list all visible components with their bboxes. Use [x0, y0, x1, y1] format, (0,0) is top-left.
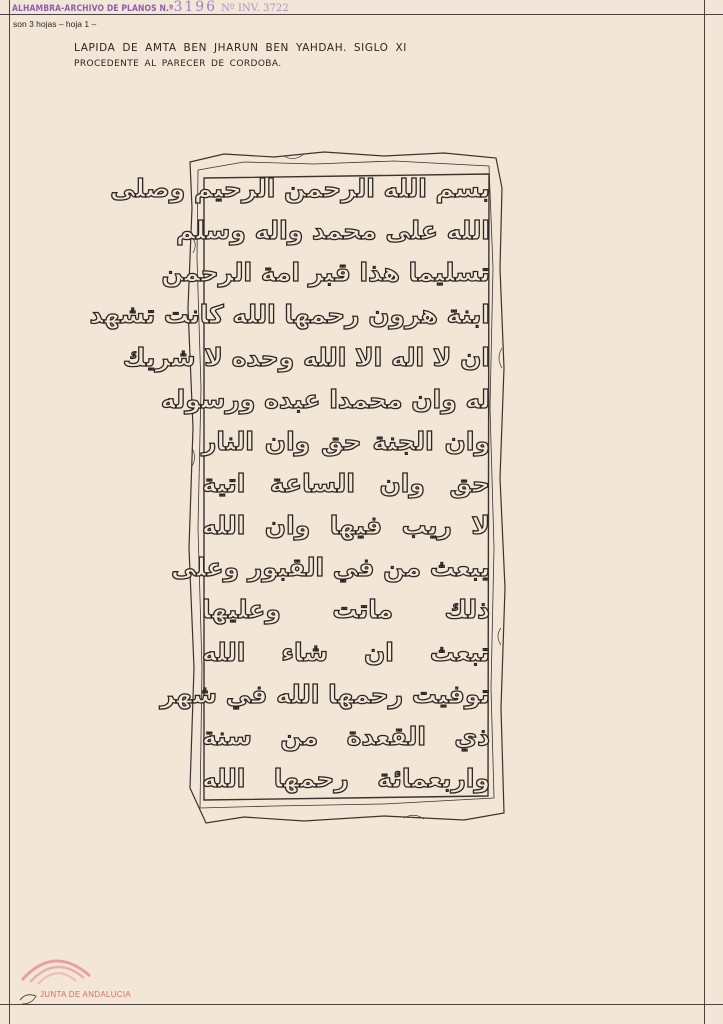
inscription-line: توفيت رحمها الله في شهر — [160, 679, 490, 709]
page-subtitle: PROCEDENTE AL PARECER DE CORDOBA. — [74, 59, 282, 69]
junta-de-andalucia-logo — [14, 946, 114, 1014]
inscription-line: ذلك ماتت وعليها — [202, 595, 490, 625]
inscription-line: حق وان الساعة اتية — [202, 468, 490, 498]
inscription-line: بسم الله الرحمن الرحيم وصلى — [110, 174, 490, 203]
inscription-line: تبعث ان شاء الله — [202, 637, 490, 667]
sheets-note: son 3 hojas – hoja 1 – — [13, 19, 97, 29]
logo-arch-icon — [14, 946, 114, 1014]
archive-stamp-label: ALHAMBRA-ARCHIVO DE PLANOS N.º — [12, 4, 174, 14]
inscription-line: يبعث من في القبور وعلى — [171, 553, 490, 583]
plan-number: 3196 — [173, 0, 218, 15]
inscription-line: وان الجنة حق وان النار — [202, 426, 490, 456]
inscription-line: ذي القعدة من سنة — [202, 721, 490, 751]
page-title: LAPIDA DE AMTA BEN JHARUN BEN YAHDAH. SIGLO XI — [74, 42, 407, 54]
inscription-line: له وان محمدا عبده ورسوله — [160, 384, 490, 414]
inscription-line: ان لا اله الا الله وحده لا شريك — [122, 342, 490, 372]
inventory-number: Nº INV. 3722 — [221, 3, 289, 14]
inscription-line: لا ريب فيها وان الله — [202, 511, 490, 541]
inscription-line: الله على محمد واله وسلم — [175, 216, 490, 246]
frame-line-right — [704, 0, 705, 1024]
kufic-inscription — [89, 170, 490, 798]
inscription-line: ابنة هرون رحمها الله كانت تشهد — [89, 300, 490, 330]
inscription-line: واربعمائة رحمها الله — [202, 763, 490, 793]
inscription-line: تسليما هذا قبر امة الرحمن — [161, 258, 490, 288]
logo-name: JUNTA DE ANDALUCIA — [40, 990, 132, 999]
frame-line-left — [9, 0, 10, 1024]
archive-stamp — [12, 0, 289, 15]
